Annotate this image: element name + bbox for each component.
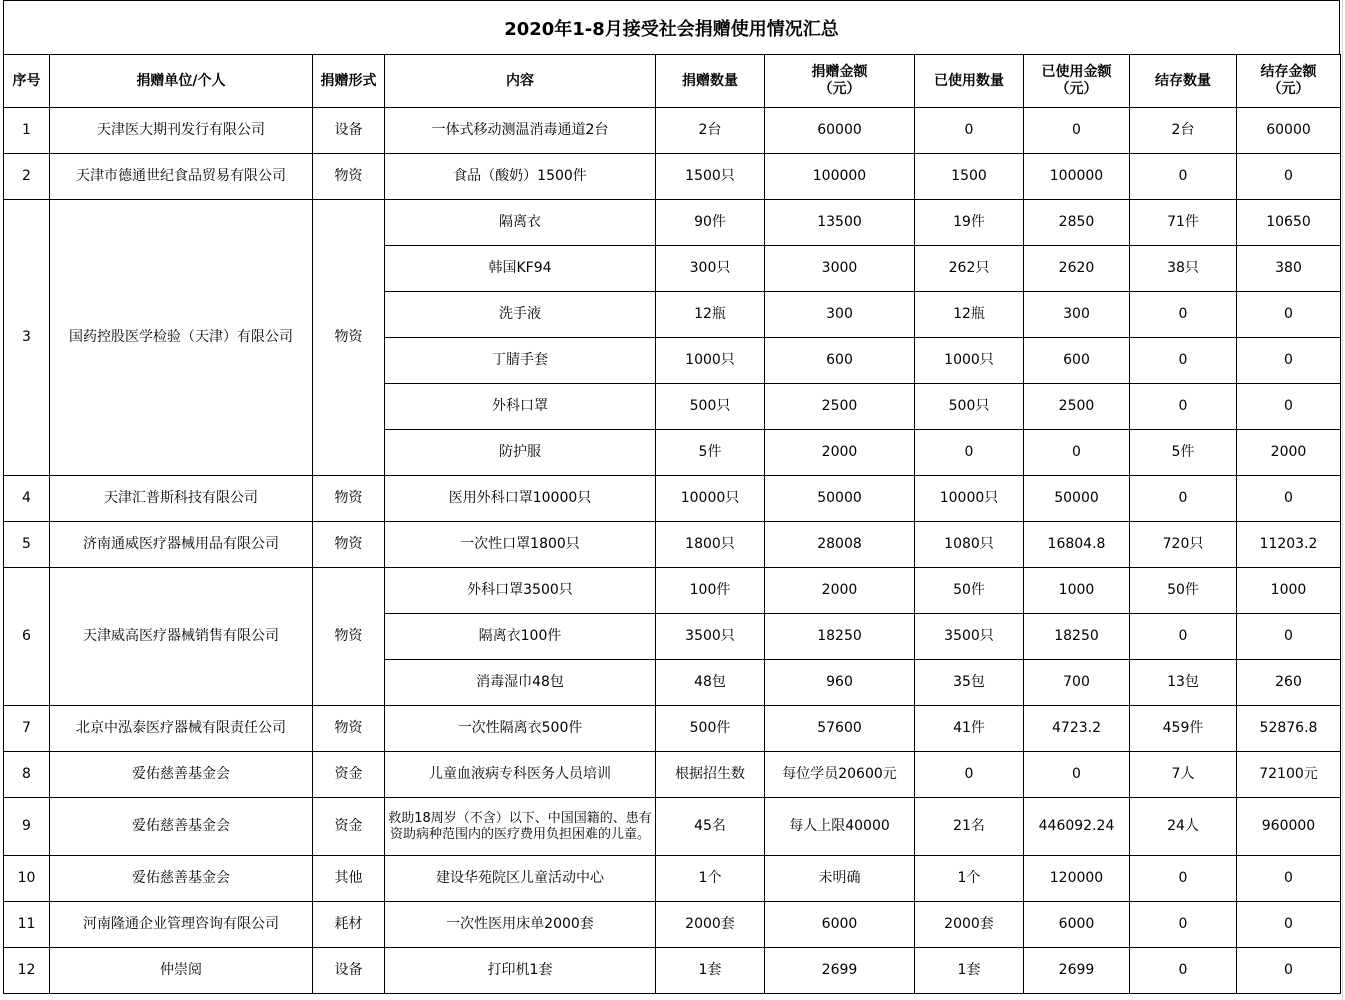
header-donor: 捐赠单位/个人	[50, 55, 313, 108]
cell-donor: 天津市德通世纪食品贸易有限公司	[50, 154, 313, 200]
cell-content: 隔离衣100件	[385, 614, 656, 660]
table-row	[4, 568, 1341, 614]
cell-rem-amount: 0	[1237, 902, 1341, 948]
cell-rem-qty: 13包	[1130, 660, 1237, 706]
cell-donor: 济南通威医疗器械用品有限公司	[50, 522, 313, 568]
cell-amount: 13500	[765, 200, 915, 246]
cell-qty: 2000套	[656, 902, 765, 948]
cell-used-qty: 0	[915, 752, 1024, 798]
cell-used-qty: 35包	[915, 660, 1024, 706]
cell-amount: 960	[765, 660, 915, 706]
cell-content: 防护服	[385, 430, 656, 476]
cell-rem-amount: 0	[1237, 384, 1341, 430]
cell-amount: 60000	[765, 108, 915, 154]
cell-used-amount: 700	[1024, 660, 1130, 706]
cell-rem-qty: 0	[1130, 902, 1237, 948]
cell-qty: 12瓶	[656, 292, 765, 338]
cell-form: 其他	[313, 856, 385, 902]
cell-used-amount: 2620	[1024, 246, 1130, 292]
table-row	[4, 948, 1341, 994]
cell-used-amount: 600	[1024, 338, 1130, 384]
cell-used-amount: 446092.24	[1024, 798, 1130, 856]
cell-content: 医用外科口罩10000只	[385, 476, 656, 522]
header-row	[4, 55, 1341, 108]
cell-used-amount: 18250	[1024, 614, 1130, 660]
header-amount-line1: 捐赠金额	[811, 64, 868, 80]
cell-rem-amount: 0	[1237, 292, 1341, 338]
cell-used-qty: 21名	[915, 798, 1024, 856]
cell-amount: 18250	[765, 614, 915, 660]
cell-seq: 1	[4, 108, 50, 154]
cell-used-qty: 500只	[915, 384, 1024, 430]
cell-form: 物资	[313, 706, 385, 752]
cell-used-qty: 41件	[915, 706, 1024, 752]
spreadsheet	[3, 0, 1341, 994]
cell-donor: 爱佑慈善基金会	[50, 798, 313, 856]
cell-seq: 4	[4, 476, 50, 522]
cell-donor: 国药控股医学检验（天津）有限公司	[50, 200, 313, 476]
table-row	[4, 902, 1341, 948]
cell-used-amount: 100000	[1024, 154, 1130, 200]
header-used-qty: 已使用数量	[915, 55, 1024, 108]
cell-rem-amount: 0	[1237, 856, 1341, 902]
cell-content: 建设华苑院区儿童活动中心	[385, 856, 656, 902]
cell-used-amount: 4723.2	[1024, 706, 1130, 752]
cell-donor: 爱佑慈善基金会	[50, 752, 313, 798]
cell-used-qty: 19件	[915, 200, 1024, 246]
cell-qty: 3500只	[656, 614, 765, 660]
cell-form: 物资	[313, 476, 385, 522]
cell-seq: 10	[4, 856, 50, 902]
cell-used-amount: 16804.8	[1024, 522, 1130, 568]
cell-rem-amount: 60000	[1237, 108, 1341, 154]
cell-used-amount: 0	[1024, 108, 1130, 154]
cell-used-qty: 2000套	[915, 902, 1024, 948]
cell-used-amount: 0	[1024, 430, 1130, 476]
cell-used-amount: 120000	[1024, 856, 1130, 902]
cell-rem-qty: 5件	[1130, 430, 1237, 476]
table-row	[4, 522, 1341, 568]
cell-used-qty: 1000只	[915, 338, 1024, 384]
table-row	[4, 476, 1341, 522]
cell-form: 设备	[313, 108, 385, 154]
cell-amount: 每人上限40000	[765, 798, 915, 856]
cell-rem-amount: 11203.2	[1237, 522, 1341, 568]
header-used-amount-line1: 已使用金额	[1041, 64, 1112, 80]
table-row	[4, 108, 1341, 154]
table-row	[4, 798, 1341, 856]
cell-qty: 1800只	[656, 522, 765, 568]
cell-rem-amount: 0	[1237, 614, 1341, 660]
table-row	[4, 706, 1341, 752]
cell-rem-amount: 0	[1237, 154, 1341, 200]
cell-rem-amount: 1000	[1237, 568, 1341, 614]
cell-used-qty: 262只	[915, 246, 1024, 292]
cell-used-amount: 300	[1024, 292, 1130, 338]
cell-used-qty: 12瓶	[915, 292, 1024, 338]
cell-content: 外科口罩	[385, 384, 656, 430]
header-rem-qty: 结存数量	[1130, 55, 1237, 108]
header-amount-line2: （元）	[818, 81, 861, 97]
cell-qty: 48包	[656, 660, 765, 706]
cell-rem-qty: 0	[1130, 856, 1237, 902]
cell-used-qty: 1套	[915, 948, 1024, 994]
cell-donor: 天津威高医疗器械销售有限公司	[50, 568, 313, 706]
cell-amount: 2000	[765, 430, 915, 476]
cell-seq: 6	[4, 568, 50, 706]
cell-used-qty: 1080只	[915, 522, 1024, 568]
cell-used-amount: 50000	[1024, 476, 1130, 522]
sheet-gridline	[1342, 0, 1343, 1000]
cell-rem-amount: 260	[1237, 660, 1341, 706]
cell-amount: 100000	[765, 154, 915, 200]
cell-used-qty: 1500	[915, 154, 1024, 200]
cell-donor: 爱佑慈善基金会	[50, 856, 313, 902]
cell-rem-qty: 0	[1130, 338, 1237, 384]
cell-form: 资金	[313, 798, 385, 856]
cell-donor: 河南隆通企业管理咨询有限公司	[50, 902, 313, 948]
cell-seq: 8	[4, 752, 50, 798]
cell-form: 物资	[313, 568, 385, 706]
cell-content: 一次性口罩1800只	[385, 522, 656, 568]
cell-rem-qty: 0	[1130, 614, 1237, 660]
table-row	[4, 200, 1341, 246]
cell-content: 外科口罩3500只	[385, 568, 656, 614]
cell-rem-amount: 0	[1237, 476, 1341, 522]
cell-amount: 50000	[765, 476, 915, 522]
cell-used-qty: 1个	[915, 856, 1024, 902]
header-rem-amount-line2: （元）	[1267, 81, 1310, 97]
cell-amount: 600	[765, 338, 915, 384]
cell-rem-amount: 10650	[1237, 200, 1341, 246]
cell-donor: 北京中泓泰医疗器械有限责任公司	[50, 706, 313, 752]
cell-rem-qty: 0	[1130, 154, 1237, 200]
cell-content: 救助18周岁（不含）以下、中国国籍的、患有资助病种范围内的医疗费用负担困难的儿童。	[385, 798, 656, 856]
cell-used-qty: 50件	[915, 568, 1024, 614]
cell-qty: 500件	[656, 706, 765, 752]
cell-rem-amount: 0	[1237, 338, 1341, 384]
header-content: 内容	[385, 55, 656, 108]
cell-content: 一体式移动测温消毒通道2台	[385, 108, 656, 154]
cell-content: 打印机1套	[385, 948, 656, 994]
cell-qty: 根据招生数	[656, 752, 765, 798]
table-row	[4, 752, 1341, 798]
cell-seq: 2	[4, 154, 50, 200]
cell-seq: 9	[4, 798, 50, 856]
cell-rem-amount: 960000	[1237, 798, 1341, 856]
cell-content: 隔离衣	[385, 200, 656, 246]
cell-rem-amount: 380	[1237, 246, 1341, 292]
cell-qty: 90件	[656, 200, 765, 246]
cell-rem-qty: 2台	[1130, 108, 1237, 154]
header-rem-amount-line1: 结存金额	[1260, 64, 1317, 80]
header-amount	[765, 55, 915, 108]
cell-qty: 45名	[656, 798, 765, 856]
cell-donor: 天津医大期刊发行有限公司	[50, 108, 313, 154]
cell-amount: 6000	[765, 902, 915, 948]
cell-qty: 500只	[656, 384, 765, 430]
cell-rem-amount: 2000	[1237, 430, 1341, 476]
cell-used-qty: 3500只	[915, 614, 1024, 660]
cell-seq: 12	[4, 948, 50, 994]
cell-used-amount: 2699	[1024, 948, 1130, 994]
header-rem-amount	[1237, 55, 1341, 108]
donation-table	[3, 54, 1341, 994]
cell-donor: 天津汇普斯科技有限公司	[50, 476, 313, 522]
cell-rem-qty: 0	[1130, 384, 1237, 430]
cell-qty: 1个	[656, 856, 765, 902]
cell-content: 洗手液	[385, 292, 656, 338]
cell-content: 儿童血液病专科医务人员培训	[385, 752, 656, 798]
cell-amount: 每位学员20600元	[765, 752, 915, 798]
cell-used-qty: 10000只	[915, 476, 1024, 522]
cell-content: 食品（酸奶）1500件	[385, 154, 656, 200]
cell-rem-qty: 7人	[1130, 752, 1237, 798]
cell-amount: 28008	[765, 522, 915, 568]
cell-content: 一次性隔离衣500件	[385, 706, 656, 752]
header-used-amount-line2: （元）	[1055, 81, 1098, 97]
cell-content: 丁腈手套	[385, 338, 656, 384]
cell-amount: 2500	[765, 384, 915, 430]
table-body	[4, 108, 1341, 994]
cell-content: 消毒湿巾48包	[385, 660, 656, 706]
cell-content: 韩国KF94	[385, 246, 656, 292]
cell-rem-amount: 72100元	[1237, 752, 1341, 798]
cell-form: 物资	[313, 154, 385, 200]
cell-seq: 3	[4, 200, 50, 476]
cell-form: 设备	[313, 948, 385, 994]
header-seq: 序号	[4, 55, 50, 108]
header-qty: 捐赠数量	[656, 55, 765, 108]
cell-form: 资金	[313, 752, 385, 798]
cell-rem-qty: 720只	[1130, 522, 1237, 568]
cell-rem-qty: 50件	[1130, 568, 1237, 614]
cell-qty: 2台	[656, 108, 765, 154]
cell-form: 耗材	[313, 902, 385, 948]
cell-form: 物资	[313, 522, 385, 568]
cell-rem-qty: 459件	[1130, 706, 1237, 752]
cell-amount: 2000	[765, 568, 915, 614]
cell-donor: 仲崇阅	[50, 948, 313, 994]
cell-used-amount: 2500	[1024, 384, 1130, 430]
cell-amount: 3000	[765, 246, 915, 292]
cell-qty: 300只	[656, 246, 765, 292]
cell-seq: 11	[4, 902, 50, 948]
report-title: 2020年1-8月接受社会捐赠使用情况汇总	[3, 0, 1340, 54]
cell-rem-qty: 24人	[1130, 798, 1237, 856]
cell-rem-qty: 71件	[1130, 200, 1237, 246]
cell-used-qty: 0	[915, 430, 1024, 476]
cell-rem-qty: 0	[1130, 292, 1237, 338]
cell-amount: 300	[765, 292, 915, 338]
cell-used-amount: 1000	[1024, 568, 1130, 614]
header-form: 捐赠形式	[313, 55, 385, 108]
cell-qty: 100件	[656, 568, 765, 614]
header-used-amount	[1024, 55, 1130, 108]
cell-used-qty: 0	[915, 108, 1024, 154]
cell-content: 一次性医用床单2000套	[385, 902, 656, 948]
cell-rem-qty: 0	[1130, 476, 1237, 522]
cell-amount: 2699	[765, 948, 915, 994]
cell-qty: 5件	[656, 430, 765, 476]
cell-qty: 1500只	[656, 154, 765, 200]
cell-amount: 未明确	[765, 856, 915, 902]
cell-rem-amount: 52876.8	[1237, 706, 1341, 752]
cell-used-amount: 6000	[1024, 902, 1130, 948]
table-row	[4, 154, 1341, 200]
cell-qty: 1000只	[656, 338, 765, 384]
table-row	[4, 856, 1341, 902]
cell-used-amount: 0	[1024, 752, 1130, 798]
cell-seq: 7	[4, 706, 50, 752]
cell-qty: 1套	[656, 948, 765, 994]
cell-qty: 10000只	[656, 476, 765, 522]
cell-rem-qty: 38只	[1130, 246, 1237, 292]
cell-rem-amount: 0	[1237, 948, 1341, 994]
cell-amount: 57600	[765, 706, 915, 752]
cell-seq: 5	[4, 522, 50, 568]
cell-rem-qty: 0	[1130, 948, 1237, 994]
cell-used-amount: 2850	[1024, 200, 1130, 246]
cell-form: 物资	[313, 200, 385, 476]
